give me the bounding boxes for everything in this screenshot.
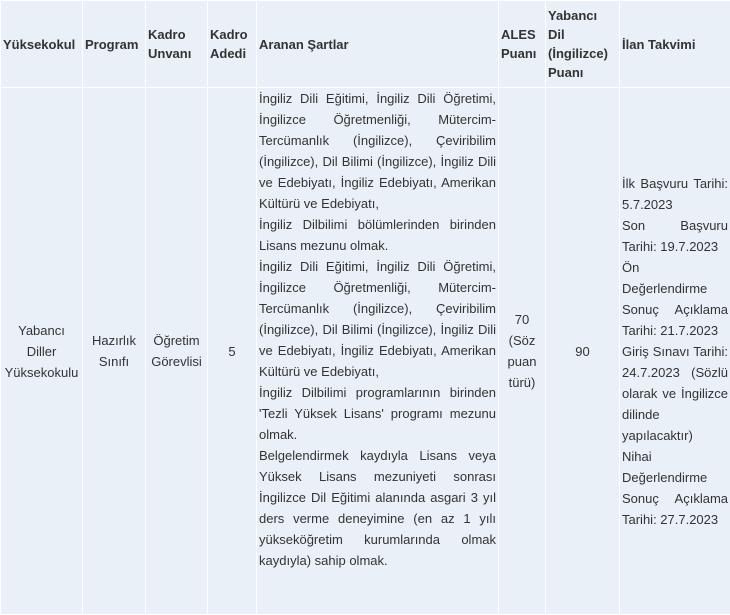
header-yuksekokul: Yüksekokul bbox=[1, 1, 83, 88]
takvim-nihai-degerlendirme: Nihai Değerlendirme Sonuç Açıklama Tarihi: 27.7.2023 bbox=[622, 446, 728, 530]
sart-paragraph-3: İngiliz Dili Eğitimi, İngiliz Dili Öğretimi, İngilizce Öğretmenliği, Mütercim-Tercümanlık (İngilizce), Çeviribilim (İngilizce), Dil Bilimi (İngilizce), İngiliz Dili ve Edebiyatı, İngiliz Edebiyatı, Amerikan Kültürü ve Edebiyatı, bbox=[259, 256, 496, 382]
sart-paragraph-4: İngiliz Dilbilimi programlarının birinden 'Tezli Yüksek Lisans' programı mezunu olmak. bbox=[259, 382, 496, 445]
cell-yuksekokul: Yabancı Diller Yüksekokulu bbox=[1, 88, 83, 615]
cell-ales-puani: 70 (Söz puan türü) bbox=[499, 88, 546, 615]
header-ales-puani: ALES Puanı bbox=[499, 1, 546, 88]
sart-paragraph-5: Belgelendirmek kaydıyla Lisans veya Yüksek Lisans mezuniyeti sonrası İngilizce Dil Eğitimi alanında asgari 3 yıl ders verme deneyimine (en az 1 yılı yükseköğretim kurumlarında olmak kaydıyla) sahip olmak. bbox=[259, 445, 496, 571]
cell-kadro-adedi: 5 bbox=[208, 88, 257, 615]
header-kadro-unvani: Kadro Unvanı bbox=[146, 1, 208, 88]
table-row bbox=[1, 88, 730, 615]
header-row bbox=[1, 1, 730, 88]
cell-kadro-unvani: Öğretim Görevlisi bbox=[146, 88, 208, 615]
cell-program: Hazırlık Sınıfı bbox=[83, 88, 146, 615]
takvim-giris-sinavi: Giriş Sınavı Tarihi: 24.7.2023 (Sözlü olarak ve İngilizce dilinde yapılacaktır) bbox=[622, 341, 728, 446]
cell-yabanci-dil-puani: 90 bbox=[546, 88, 620, 615]
cell-aranan-sartlar bbox=[257, 88, 499, 615]
takvim-ilk-basvuru: İlk Başvuru Tarihi: 5.7.2023 bbox=[622, 173, 728, 215]
header-ilan-takvimi: İlan Takvimi bbox=[620, 1, 730, 88]
takvim-son-basvuru: Son Başvuru Tarihi: 19.7.2023 bbox=[622, 215, 728, 257]
sart-paragraph-2: İngiliz Dilbilimi bölümlerinden birinden Lisans mezunu olmak. bbox=[259, 214, 496, 256]
header-yabanci-dil-puani: Yabancı Dil (İngilizce) Puanı bbox=[546, 1, 620, 88]
sart-paragraph-1: İngiliz Dili Eğitimi, İngiliz Dili Öğretimi, İngilizce Öğretmenliği, Mütercim-Tercümanlık (İngilizce), Çeviribilim (İngilizce), Dil Bilimi (İngilizce), İngiliz Dili ve Edebiyatı, İngiliz Edebiyatı, Amerikan Kültürü ve Edebiyatı, bbox=[259, 88, 496, 214]
header-aranan-sartlar: Aranan Şartlar bbox=[257, 1, 499, 88]
header-program: Program bbox=[83, 1, 146, 88]
cell-ilan-takvimi bbox=[620, 88, 730, 615]
header-kadro-adedi: Kadro Adedi bbox=[208, 1, 257, 88]
takvim-on-degerlendirme: Ön Değerlendirme Sonuç Açıklama Tarihi: 21.7.2023 bbox=[622, 257, 728, 341]
